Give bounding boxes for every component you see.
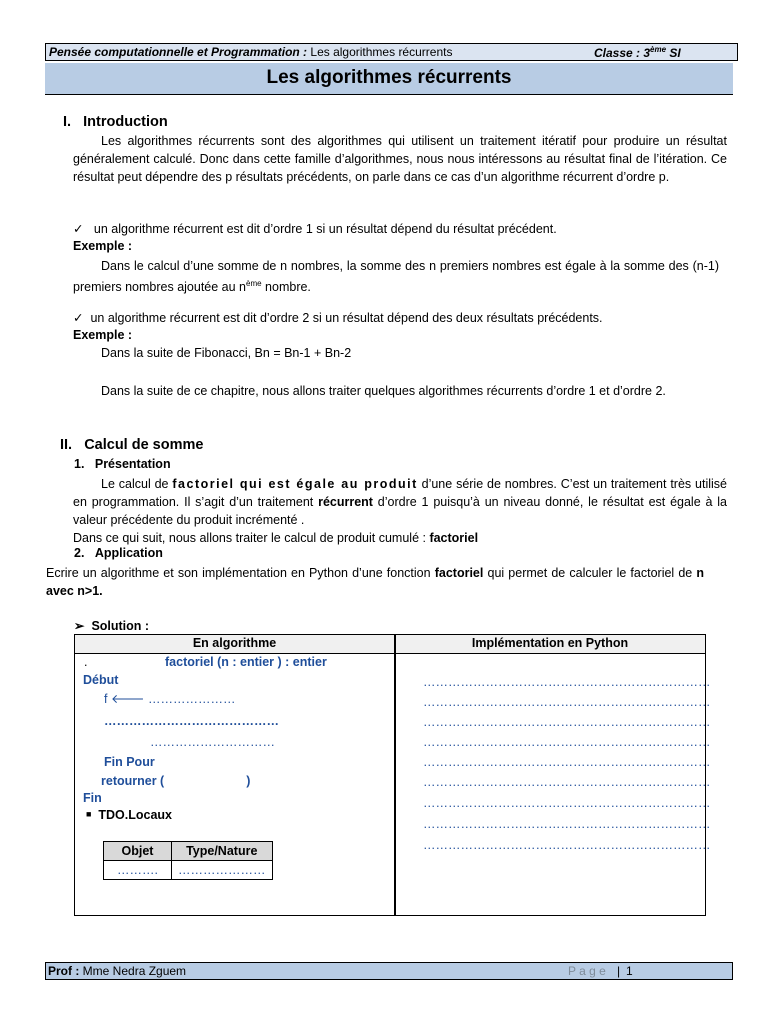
algo-dot: . xyxy=(84,655,88,669)
footer-page-sep: | xyxy=(617,964,621,978)
python-line-2: …………………………………………………………… xyxy=(423,695,711,709)
algo-signature: factoriel (n : entier ) : entier xyxy=(165,655,327,669)
footer-prof: Prof : Mme Nedra Zguem xyxy=(48,964,187,978)
tdo-cell-objet: ………. xyxy=(104,861,172,880)
bullet-order-2: ✓ un algorithme récurrent est dit d’ordre 2 si un résultat dépend des deux résultats précédents. xyxy=(73,311,603,325)
tdo-header-row xyxy=(104,842,273,861)
solution-label: ➢ Solution : xyxy=(74,619,150,633)
example-2-text: Dans la suite de Fibonacci, Bn = Bn-1 + Bn-2 xyxy=(101,346,352,360)
algo-fin-pour: Fin Pour xyxy=(104,755,155,769)
python-line-3: …………………………………………………………… xyxy=(423,715,711,729)
header-classe: Classe : 3ème SI xyxy=(594,45,681,60)
intro-conclusion: Dans la suite de ce chapitre, nous allons traiter quelques algorithmes récurrents d’ordre 1 et d’ordre 2. xyxy=(101,384,666,398)
bullet-order-1: ✓ un algorithme récurrent est dit d’ordre 1 si un résultat dépend du résultat précédent. xyxy=(73,222,557,236)
section-introduction-heading: I. Introduction xyxy=(63,114,168,130)
python-line-4: …………………………………………………………… xyxy=(423,735,711,749)
check-icon: ✓ xyxy=(73,311,84,325)
square-bullet-icon: ■ xyxy=(86,809,92,819)
page-footer xyxy=(45,962,733,980)
python-line-6: …………………………………………………………… xyxy=(423,775,711,789)
algo-loop-line: …………………………………… xyxy=(104,714,279,728)
python-line-5: …………………………………………………………… xyxy=(423,755,711,769)
column-header-algorithm: En algorithme xyxy=(192,636,277,650)
python-line-1: …………………………………………………………… xyxy=(423,675,711,689)
algo-debut: Début xyxy=(83,673,119,687)
tdo-header-objet: Objet xyxy=(104,842,172,861)
example-label-1: Exemple : xyxy=(73,239,133,253)
arrow-bullet-icon: ➢ xyxy=(74,619,85,633)
algo-loop-body: ………………………… xyxy=(150,735,275,749)
tdo-cell-type: ………………… xyxy=(172,861,273,880)
left-arrow-icon: 🡐 xyxy=(110,692,145,706)
intro-paragraph: Les algorithmes récurrents sont des algorithmes qui utilisent un traitement itératif pour produire un résultat généralement calculé. Donc dans cette famille d’algorithmes, nous nous intéressons au résultat final de l’itération. Ce résultat peut dépendre des p résultats précédents, on parle dans ce cas d’un algorithme récurrent d’ordre p. xyxy=(73,134,727,184)
table-divider xyxy=(394,635,396,915)
tdo-header-type: Type/Nature xyxy=(172,842,273,861)
tdo-table xyxy=(103,841,273,880)
python-line-8: …………………………………………………………… xyxy=(423,817,711,831)
header-subject: Pensée computationnelle et Programmation : Les algorithmes récurrents xyxy=(49,45,453,59)
column-header-python: Implémentation en Python xyxy=(471,636,629,650)
algo-fin: Fin xyxy=(83,791,102,805)
tdo-label: ■ TDO.Locaux xyxy=(86,808,173,822)
algo-assign-line: f 🡐 ………………… xyxy=(104,692,236,706)
example-label-2: Exemple : xyxy=(73,328,133,342)
table-row xyxy=(104,861,273,880)
document-header xyxy=(45,43,738,61)
presentation-paragraph: Le calcul de factoriel qui est égale au produit d’une série de nombres. C’est un traitement très utilisé en programmation. Il s’agit d’un traitement récurrent d’ordre 1 puisqu’à un niveau donné, le résultat est égale à la valeur précédente du produit incrémenté . Dans ce qui suit, nous allons traiter le calcul de produit cumulé : factoriel xyxy=(73,477,728,545)
application-paragraph: Ecrire un algorithme et son implémentation en Python d’une fonction factoriel qui permet de calculer le factoriel de n avec n>1. xyxy=(46,566,705,598)
section-calcul-heading: II. Calcul de somme xyxy=(60,437,204,453)
subsection-presentation: 1. Présentation xyxy=(74,457,171,471)
python-line-9: …………………………………………………………… xyxy=(423,838,711,852)
footer-page-label: P a g e xyxy=(568,964,606,978)
subsection-application: 2. Application xyxy=(74,546,163,560)
algo-retourner: retourner ( ) xyxy=(101,774,251,788)
title-bar xyxy=(45,63,733,95)
example-1-text: Dans le calcul d’une somme de n nombres, la somme des n premiers nombres est égale à la somme des (n-1) premiers nombres ajoutée au $n^{ème}$ nombre. xyxy=(73,259,719,295)
python-line-7: …………………………………………………………… xyxy=(423,796,711,810)
footer-page-number: 1 xyxy=(626,964,633,978)
check-icon: ✓ xyxy=(73,222,84,236)
page-title: Les algorithmes récurrents xyxy=(266,67,512,88)
